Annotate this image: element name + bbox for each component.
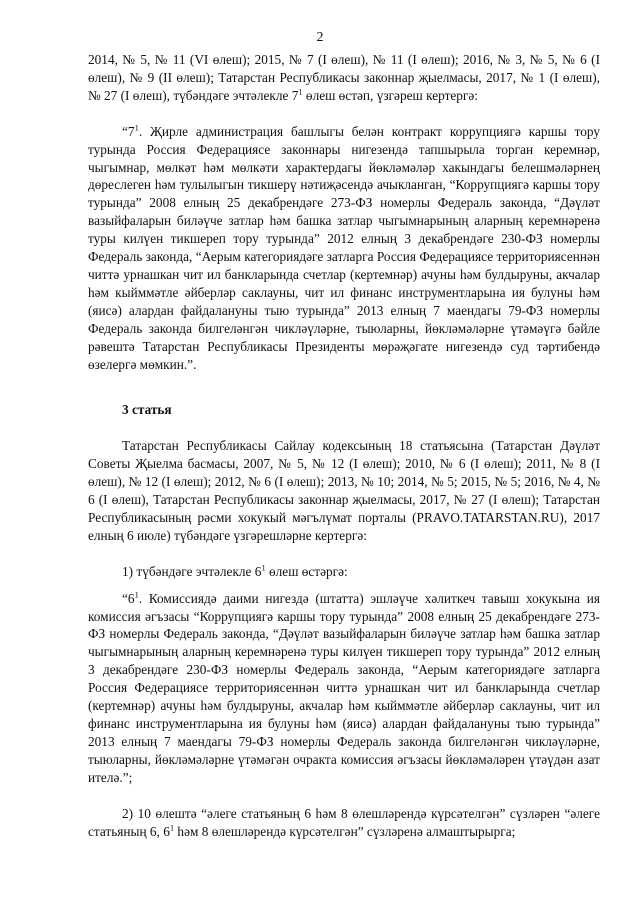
paragraph-text: 1) түбәндәге эчтәлекле 6 xyxy=(122,563,262,579)
paragraph-text: . Комиссиядә даими нигездә (штатта) эшләүче хәлиткеч тавыш хокукына ия комиссия әгъзасы “Коррупциягә каршы тору турында” 2008 елның 25 декабрендәге 273-ФЗ номерлы Федераль законда, “Дәүләт вазыйфаларын биләүче затлар һәм башка затлар чыгымнарының аларның керемнәренә туры килүен тикшереп тору турында” 2012 елның 3 декабрендәге 230-ФЗ номерлы Федераль законда, “Аерым категориядәге затларга Россия Федерациясе территориясеннән читтә урнашкан чит ил банкларында счетлар (кертемнәр) ачуны һәм булдыруны, акчалар һәм кыйммәтле әйберләр саклауны, чит ил финанс инструментларына ия булуны һәм (яисә) алардан файдалануны тыю турында” 2013 елның 7 маендагы 79-ФЗ номерлы Федераль законда билгеләнгән чикләүләрне, тыюларны, йөкләмәләрне үтәмәгән очракта комиссия әгъзасы йөкләмәләрен үтәүдән азат ителә.”; xyxy=(88,590,600,785)
paragraph-article-7-1 xyxy=(88,123,600,374)
paragraph-text: һәм 8 өлешләрендә күрсәтелгән” сүзләренә алмаштырырга; xyxy=(174,823,516,839)
paragraph-text: 2014, № 5, № 11 (VI өлеш); 2015, № 7 (I өлеш), № 11 (I өлеш); 2016, № 3, № 5, № 6 (I өлеш), № 9 (II өлеш); Татарстан Республикасы законнар җыелмасы, 2017, № 1 (I өлеш), № 27 (I өлеш), түбәндәге эчтәлекле 7 xyxy=(88,52,600,103)
document-body xyxy=(88,51,600,840)
paragraph-text: . Җирле администрация башлыгы белән контракт коррупциягә каршы тору турында Россия Федерациясе законнары нигезендә тапшырыла торган керемнәр, чыгымнар, мөлкәт һәм мөлкәти характердагы йөкләмәләр хакындагы белешмәләрнең дөреслеген һәм тулылыгын тикшерү нәтиҗәсендә ачыкланган, “Коррупциягә каршы тору турында” 2008 елның 25 декабрендәге 273-ФЗ номерлы Федераль законда, “Дәүләт вазыйфаларын биләүче затлар һәм башка затлар чыгымнарының аларның керемнәренә туры килүен тикшереп тору турында” 2012 елның 3 декабрендәге 230-ФЗ номерлы Федераль законда, “Аерым категориядәге затларга Россия Федерациясе территориясеннән читтә урнашкан чит ил банкларында счетлар (кертемнәр) ачуны һәм булдыруны, акчалар һәм кыйммәтле әйберләр саклауны, чит ил финанс инструментларына ия булуны һәм (яисә) алардан файдалануны тыю турында” 2013 елның 7 маендагы 79-ФЗ номерлы Федераль законда билгеләнгән чикләүләрне, тыюларны, йөкләмәләрне үтәмәүгә бәйле рәвештә Татарстан Республикасы Президенты мөрәҗәгате нигезендә суд тәртибендә өзелергә мөмкин.”. xyxy=(88,123,600,372)
paragraph-text: өлеш өстәргә: xyxy=(265,563,348,579)
paragraph-text: “6 xyxy=(122,590,135,606)
paragraph-text: өлеш өстәп, үзгәреш кертергә: xyxy=(302,87,478,103)
paragraph-part-6-1 xyxy=(88,590,600,787)
paragraph-text: “7 xyxy=(122,123,135,139)
article-heading: 3 статья xyxy=(122,402,172,418)
paragraph-text: 2) 10 өлештә “әлеге статьяның 6 һәм 8 өлешләрендә күрсәтелгән” сүзләрен “әлеге статьяның 6, 6 xyxy=(88,805,600,839)
page-number: 2 xyxy=(316,30,324,45)
list-item-2 xyxy=(88,805,600,841)
list-item-1 xyxy=(88,563,600,581)
superscript: 1 xyxy=(261,562,266,573)
paragraph-text: Татарстан Республикасы Сайлау кодексының 18 статьясына (Татарстан Дәүләт Советы Җыелма басмасы, 2007, № 5, № 12 (I өлеш); 2010, № 6 (I өлеш); 2011, № 8 (I өлеш), № 12 (I өлеш); 2012, № 6 (I өлеш); 2013, № 10; 2014, № 5; 2015, № 5; 2016, № 4, № 6 (I өлеш), Татарстан Республикасы законнар җыелмасы, 2017, № 27 (I өлеш); Татарстан Республикасының рәсми хокукый мәгълүмат порталы (PRAVO.TATARSTAN.RU), 2017 елның 6 июле) түбәндәге үзгәрешләрне кертергә: xyxy=(88,438,600,543)
paragraph-continuation xyxy=(88,51,600,105)
superscript: 1 xyxy=(134,122,139,133)
superscript: 1 xyxy=(134,589,139,600)
paragraph-article-3-intro xyxy=(88,437,600,544)
superscript: 1 xyxy=(298,86,303,97)
superscript: 1 xyxy=(169,822,175,833)
